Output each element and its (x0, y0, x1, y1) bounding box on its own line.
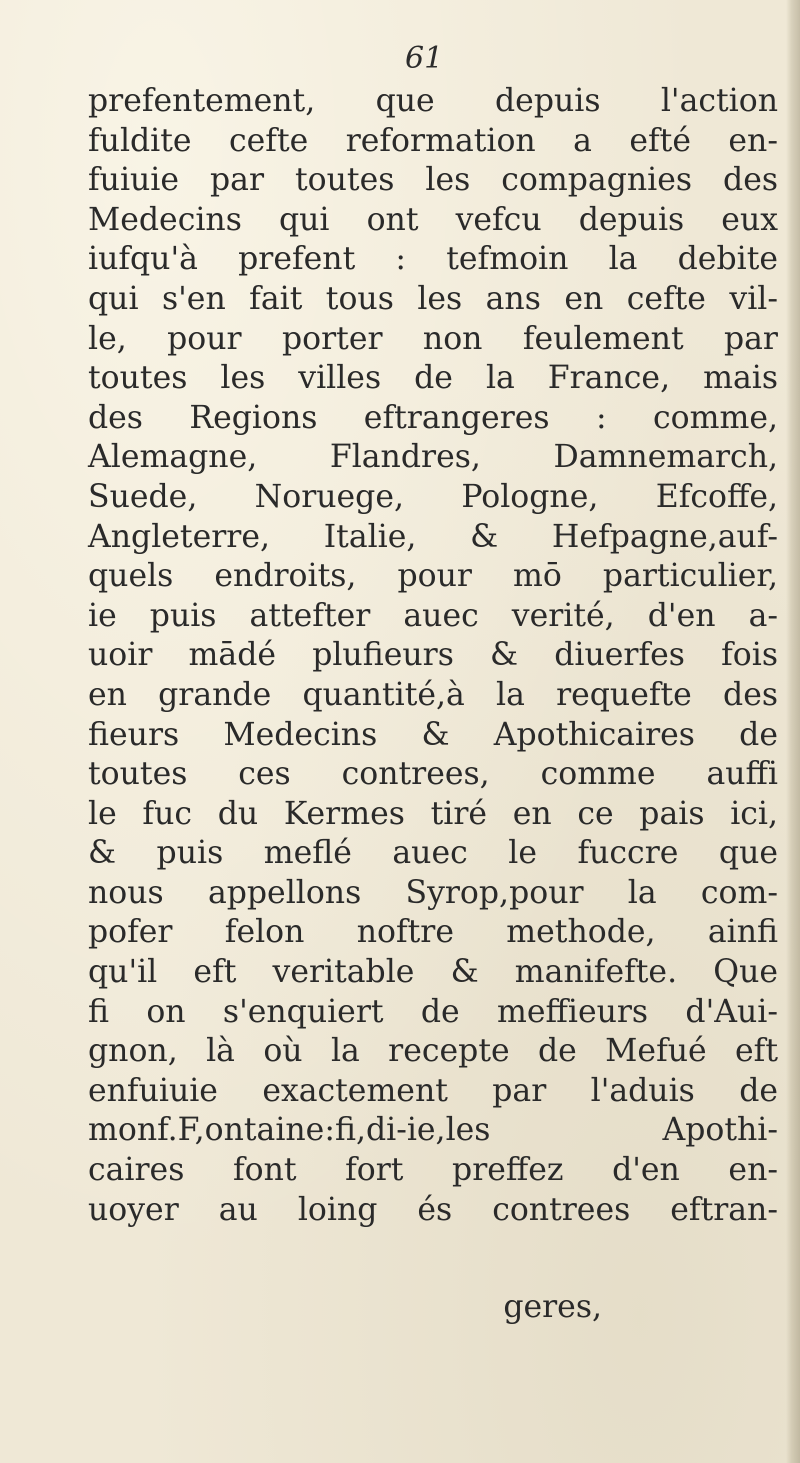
text-line: fuldite cefte reformation a efté en- (88, 122, 778, 159)
text-line: enfuiuie exactement par l'aduis de (88, 1072, 778, 1109)
text-line: le, pour porter non feulement par (88, 320, 778, 357)
text-line: pofer felon noftre methode, ainfi (88, 914, 778, 951)
text-line: toutes les villes de la France, mais (88, 360, 778, 397)
catchword: geres, (503, 1289, 602, 1325)
text-line: caires font fort preffez d'en en- (88, 1152, 778, 1189)
text-line: iufqu'à prefent : tefmoin la debite (88, 241, 778, 278)
text-line: fuiuie par toutes les compagnies des (88, 162, 778, 199)
text-line: prefentement, que depuis l'action (88, 83, 778, 119)
text-line: Alemagne, Flandres, Damnemarch, (88, 439, 778, 476)
text-line: fieurs Medecins & Apothicaires de (88, 716, 778, 753)
text-line: qui s'en fait tous les ans en cefte vil- (88, 280, 778, 317)
text-line: nous appellons Syrop,pour la com- (88, 874, 778, 911)
text-line: Medecins qui ont vefcu depuis eux (88, 201, 778, 238)
text-line: quels endroits, pour mō particulier, (88, 558, 778, 595)
text-line: des Regions eftrangeres : comme, (88, 399, 778, 436)
text-line: uoir mādé plufieurs & diuerfes fois (88, 637, 778, 674)
text-line: monf.F,ontaine:fi,di-ie,les Apothi- (88, 1112, 778, 1149)
text-line: fi on s'enquiert de meffieurs d'Aui- (88, 993, 778, 1030)
body-text (88, 82, 778, 1230)
page-number: 61 (405, 41, 444, 76)
text-line: ie puis attefter auec verité, d'en a- (88, 597, 778, 634)
text-line: Suede, Noruege, Pologne, Efcoffe, (88, 478, 778, 515)
text-line: Angleterre, Italie, & Hefpagne,auf- (88, 518, 778, 555)
text-line: & puis meflé auec le fuccre que (88, 835, 778, 872)
text-line: qu'il eft veritable & manifefte. Que (88, 954, 778, 991)
text-line: gnon, là où la recepte de Mefué eft (88, 1033, 778, 1070)
text-line: en grande quantité,à la requefte des (88, 676, 778, 713)
text-line: uoyer au loing és contrees eftran- (88, 1191, 778, 1228)
page-edge-shadow (786, 0, 800, 1463)
text-line: toutes ces contrees, comme auffi (88, 756, 778, 793)
text-line: le fuc du Kermes tiré en ce pais ici, (88, 795, 778, 832)
